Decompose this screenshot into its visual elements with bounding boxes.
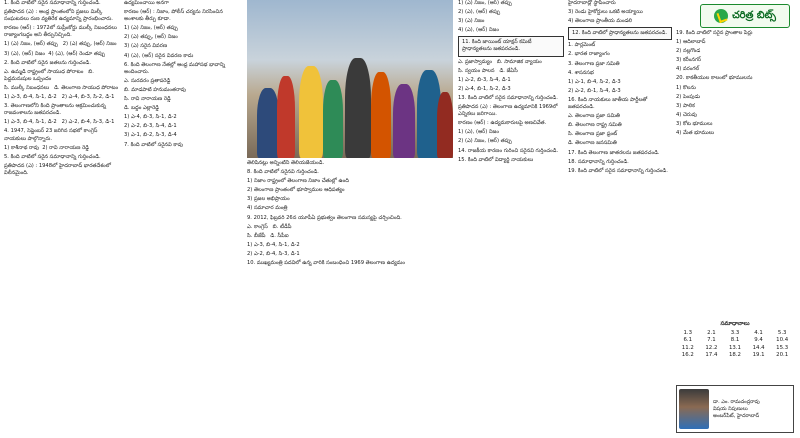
question-text: 3) (ఎ), (ఆర్) నిజం 4) (ఎ), (ఆర్) రెండూ తప్పు [4, 50, 106, 57]
question-text: 1) ఆదిలాబాద్ [676, 39, 706, 46]
question-text: 1. కింది వాటిలో సరైన సమాధానాన్ని గుర్తించండి. [4, 0, 101, 6]
question-text: 3) (ఎ) నిజం [458, 18, 485, 25]
question-text: కారణం (ఆర్) : ఉద్యమకారులపై అణచివేత. [458, 120, 547, 127]
author-place: అంబర్‌పేట్, హైదరాబాద్ [713, 412, 760, 419]
question-text: కారణం (ఆర్) : నిజాం, పోలీస్ చర్యను నిరసించిన అంశాలకు తీర్పు కూడా. [124, 9, 225, 23]
question-column-6 [676, 30, 794, 316]
question-text: 17. కింది తెలంగాణ జాతరలను జతపరచండి. [568, 149, 660, 156]
question-text: 3. తెలంగాణలోని కింది ప్రాంతాలను ఆక్రమించుకున్న రాజవంశాలను జతపరచండి. [4, 103, 108, 117]
question-text: 3) (ఎ) సరైన వివరణ [124, 43, 168, 50]
question-column-1 [4, 0, 120, 179]
question-text: బి. తెలంగాణ రాష్ట్ర సమితి [568, 122, 622, 129]
table-row [676, 352, 794, 360]
question-text: 1) ఎ-3, బి-4, సి-1, డి-2 [247, 241, 300, 248]
question-text: 4) (ఎ), (ఆర్) సరైన వివరణ కాదు [124, 52, 194, 59]
question-text: 5. కింది వాటిలో సరైన సమాధానాన్ని గుర్తించండి. [4, 153, 101, 160]
question-text: 1. పార్లమెంట్ [568, 42, 596, 49]
question-text: ఎ. సురవరం ప్రతాపరెడ్డి [124, 77, 171, 84]
question-text: 2) (ఎ), (ఆర్) తప్పు [458, 9, 501, 16]
question-text: 1) ఎ-1, బి-4, సి-2, డి-3 [568, 78, 621, 85]
answer-cell: 15.3 [776, 344, 789, 351]
question-text: 12. కింది వాటిలో ప్రాధాన్యతలను జతపరచండి. [568, 27, 672, 40]
question-text: 1) ఎ-2, బి-3, సి-4, డి-1 [458, 76, 511, 83]
answer-cell: 2.1 [707, 329, 716, 336]
answer-cell: 9.4 [754, 337, 763, 343]
question-text: 3) ఎ-1, బి-2, సి-3, డి-4 [124, 132, 177, 139]
question-text: 15. కింది వాటిలో విద్యార్థి నాయకులు [458, 156, 534, 163]
question-text: సి. తెలంగాణ ప్రజా ఫ్రంట్ [568, 131, 618, 138]
question-text: 2) తెలంగాణ ప్రాంతంలో భూస్వాముల ఆధిపత్యం [247, 187, 345, 194]
question-text: 20. కాకతీయుల కాలంలో భూములను [676, 75, 753, 82]
question-text: 1) (ఎ), (ఆర్) నిజం [458, 129, 499, 136]
author-card [676, 385, 794, 433]
question-text: 1) (ఎ) నిజం, (ఆర్) తప్పు 2) (ఎ) తప్పు, (ఆర్) నిజం [4, 41, 117, 48]
question-column-4 [458, 0, 564, 166]
question-text: ప్రతిపాదన (ఎ) : 1948లో హైదరాబాద్ భారతదేశంలో విలీనమైంది. [4, 162, 113, 176]
answer-cell: 20.1 [776, 352, 789, 358]
question-text: 2) (ఎ) నిజం, (ఆర్) తప్పు [458, 138, 512, 145]
question-column-3 [247, 160, 453, 269]
table-row [676, 337, 794, 345]
answer-cell: 4.1 [754, 329, 763, 336]
answer-cell: 3.3 [730, 329, 740, 336]
author-name: డా. ఎం. రామచంద్రరావు [713, 398, 760, 405]
question-text: ఉద్యమించాయి అనగా [124, 0, 169, 6]
question-column-5 [568, 0, 672, 177]
question-text: 1) కొలను [676, 84, 696, 91]
question-text: ఎ. కాంగ్రెస్ బి. టీడీపీ [247, 223, 292, 230]
question-text: 3) ప్రజల అభిప్రాయం [247, 196, 290, 203]
question-text: 1) (ఎ) నిజం, (ఆర్) తప్పు [124, 25, 178, 32]
question-text: 2) ఎ-2, బి-3, సి-4, డి-1 [124, 123, 177, 130]
section-brand [700, 4, 790, 28]
question-text: 7. కింది వాటిలో సరైనవి కావు [124, 141, 183, 148]
question-text: 2) ఎ-2, బి-1, సి-4, డి-3 [568, 87, 621, 94]
question-text: 19. కింది వాటిలో సరైన ప్రాంతాల పేర్లు [676, 30, 753, 36]
question-text: 1) ఎ-3, బి-4, సి-1, డి-2 2) ఎ-4, బి-3, సి-2, డి-1 [4, 94, 115, 101]
rally-photo [247, 0, 453, 158]
question-text: 18. సమాధానాన్ని గుర్తించండి. [568, 158, 629, 165]
question-text: 1) ఎ-4, బి-3, సి-1, డి-2 [124, 114, 177, 121]
table-row [676, 330, 794, 338]
answer-cell: 17.4 [705, 352, 718, 358]
brand-title: చరిత్ర బిట్స్ [732, 10, 776, 21]
question-text: 2) ఎ-4, బి-1, సి-2, డి-3 [458, 85, 511, 92]
answer-cell: 11.2 [681, 344, 694, 351]
answer-cell: 16.2 [681, 352, 694, 358]
question-text: 13. కింది వాటిలో సరైన సమాధానాన్ని గుర్తించండి. [458, 94, 558, 101]
answer-cell: 6.1 [683, 337, 693, 343]
brand-logo-icon [714, 9, 728, 23]
question-text: 2) (ఎ) తప్పు, (ఆర్) నిజం [124, 34, 178, 41]
question-text: 2) ఎ-2, బి-4, సి-3, డి-1 [247, 250, 300, 257]
answer-cell: 18.2 [728, 352, 741, 358]
question-text: డి. బద్దం ఎల్లారెడ్డి [124, 105, 160, 112]
question-text: 1) ఎ-3, బి-4, సి-1, డి-2 2) ఎ-2, బి-4, సి-3, డి-1 [4, 119, 115, 126]
question-text: 14. రాజకీయ కారణం గురించి సరైనవి గుర్తించండి. [458, 147, 559, 154]
question-text: బి. మాడపాటి హనుమంతరావు [124, 86, 186, 93]
question-text: 1) (ఎ) నిజం, (ఆర్) తప్పు [458, 0, 512, 6]
question-text: 3) పాలిక [676, 102, 695, 109]
question-text: 3) కోట భూములు [676, 120, 713, 127]
question-text: డి. తెలంగాణ జనసమితి [568, 140, 617, 147]
question-text: 2) నల్లగొండ [676, 48, 701, 55]
answer-cell: 12.2 [705, 344, 718, 351]
answer-cell: 14.4 [752, 344, 765, 351]
question-text: ఎ. ప్రజాస్వామ్యం బి. సామాజిక న్యాయం [458, 58, 542, 65]
question-text: కారణం (ఆర్) : 1972లో సుప్రీంకోర్టు ముల్కీ నిబంధనలు రాజ్యాంగబద్ధం అని తీర్పునిచ్చింది. [4, 25, 119, 39]
question-text: సి. ముల్కీ నిబంధనలు డి. తెలంగాణ సాయుధ పోరాటం [4, 84, 119, 91]
question-text: 9. 2012, ఫిబ్రవరి 26న యూపీఏ ప్రభుత్వం తెలంగాణ సమస్యపై చర్చించింది. [247, 214, 402, 221]
question-text: 19. కింది వాటిలో సరైన సమాధానాన్ని గుర్తించండి. [568, 167, 668, 174]
answer-cell: 7.1 [707, 337, 716, 343]
question-text: 4) సమాచార మంత్రి [247, 205, 288, 212]
author-photo [679, 389, 709, 429]
question-text: 1) కాశీనాథ రావు 2) రావి నారాయణ రెడ్డి [4, 144, 89, 151]
question-text: 4) వరంగల్ [676, 66, 700, 73]
answer-cell: 5.3 [777, 329, 787, 336]
author-role: విషయ నిపుణులు [713, 405, 748, 412]
answer-cell: 10.4 [776, 337, 789, 343]
author-info [713, 399, 760, 420]
question-text: ప్రతిపాదన (ఎ) : ఆంధ్ర ప్రాంతంలోని ప్రజలు మిల్కీ సంఘటనలు రుణ వ్యతిరేక ఉద్యమాన్ని ప్రారంభించారు. [4, 9, 113, 23]
question-text: 11. కింది జాయింట్ యాక్షన్ కమిటీ ప్రాధాన్యతలను జతపరచండి. [458, 36, 564, 56]
question-text: 4. శాసనసభ [568, 69, 594, 76]
question-text: 2. కింది వాటిలో సరైన జతలను గుర్తించండి. [4, 59, 91, 66]
question-text: 4) (ఎ), (ఆర్) నిజం [458, 27, 499, 34]
question-text: 4) మేత భూములు [676, 130, 715, 137]
question-column-2 [124, 0, 242, 151]
question-text: 2. భారత రాజ్యాంగం [568, 51, 610, 58]
question-text: తెలిపినట్లు అన్నింటినీ తెలియజేయండి. [247, 160, 325, 166]
question-text: హైదరాబాద్లో స్థాపించారు [568, 0, 616, 6]
question-text: 3) కరీంనగర్ [676, 57, 702, 64]
question-text: 4) చెరువు [676, 111, 697, 118]
question-text: 2) పెంపుడు [676, 93, 701, 100]
question-text: 10. ముఖ్యమంత్రి పదవిలో ఉన్న వారికి సంబంధించి 1969 తెలంగాణ ఉద్యమం [247, 260, 405, 267]
question-text: 4. 1947, సెప్టెంబర్ 23 జరిగిన సభలో కాంగ్రెస్ నాయకులు పాల్గొన్నారు. [4, 128, 100, 142]
question-text: ప్రతిపాదన (ఎ) : తెలంగాణ ఉద్యమానికి 1969లో ఎన్నికలు జరిగాయి. [458, 104, 560, 118]
answer-cell: 13.1 [728, 344, 741, 351]
question-text: 16. కింది నాయకులు జాతీయ పార్టీలతో జతపరచండి. [568, 96, 649, 111]
answer-cell: 19.1 [752, 352, 765, 358]
question-text: 6. కింది తెలంగాణ నేతల్లో ఆంధ్ర మహాసభ భావాన్ని అందించారు. [124, 61, 227, 75]
question-text: 1) నిజాం రాష్ట్రంలో తెలంగాణ నిజాం చేతుల్లో ఉంది [247, 178, 349, 185]
answer-key-header: సమాధానాలు [720, 321, 750, 327]
answer-key-table [676, 320, 794, 360]
question-text: ఎ. తెలంగాణ ప్రజా సమితి [568, 113, 620, 120]
question-text: 8. కింది వాటిలో సరైనవి గుర్తించండి. [247, 169, 319, 176]
answer-cell: 8.1 [730, 337, 740, 343]
question-text: సి. బీజేపీ డి. సీపీఐ [247, 232, 289, 239]
question-text: ఎ. ఉమ్మడి రాష్ట్రంలో సాయుధ పోరాటం బి. పెద్దమనుషుల ఒప్పందం [4, 68, 96, 82]
question-text: 3) రెండు హైకోర్టులు ఒకటి అయ్యాయి [568, 9, 643, 16]
question-text: 3. తెలంగాణ ప్రజా సమితి [568, 60, 620, 67]
question-text: సి. రావి నారాయణ రెడ్డి [124, 96, 171, 103]
answer-cell: 1.3 [683, 329, 693, 336]
table-row [676, 345, 794, 353]
question-text: సి. స్వయం పాలన డి. జేఏసీ [458, 67, 518, 74]
question-text: 4) తెలంగాణ ప్రాంతీయ మండలి [568, 18, 633, 25]
